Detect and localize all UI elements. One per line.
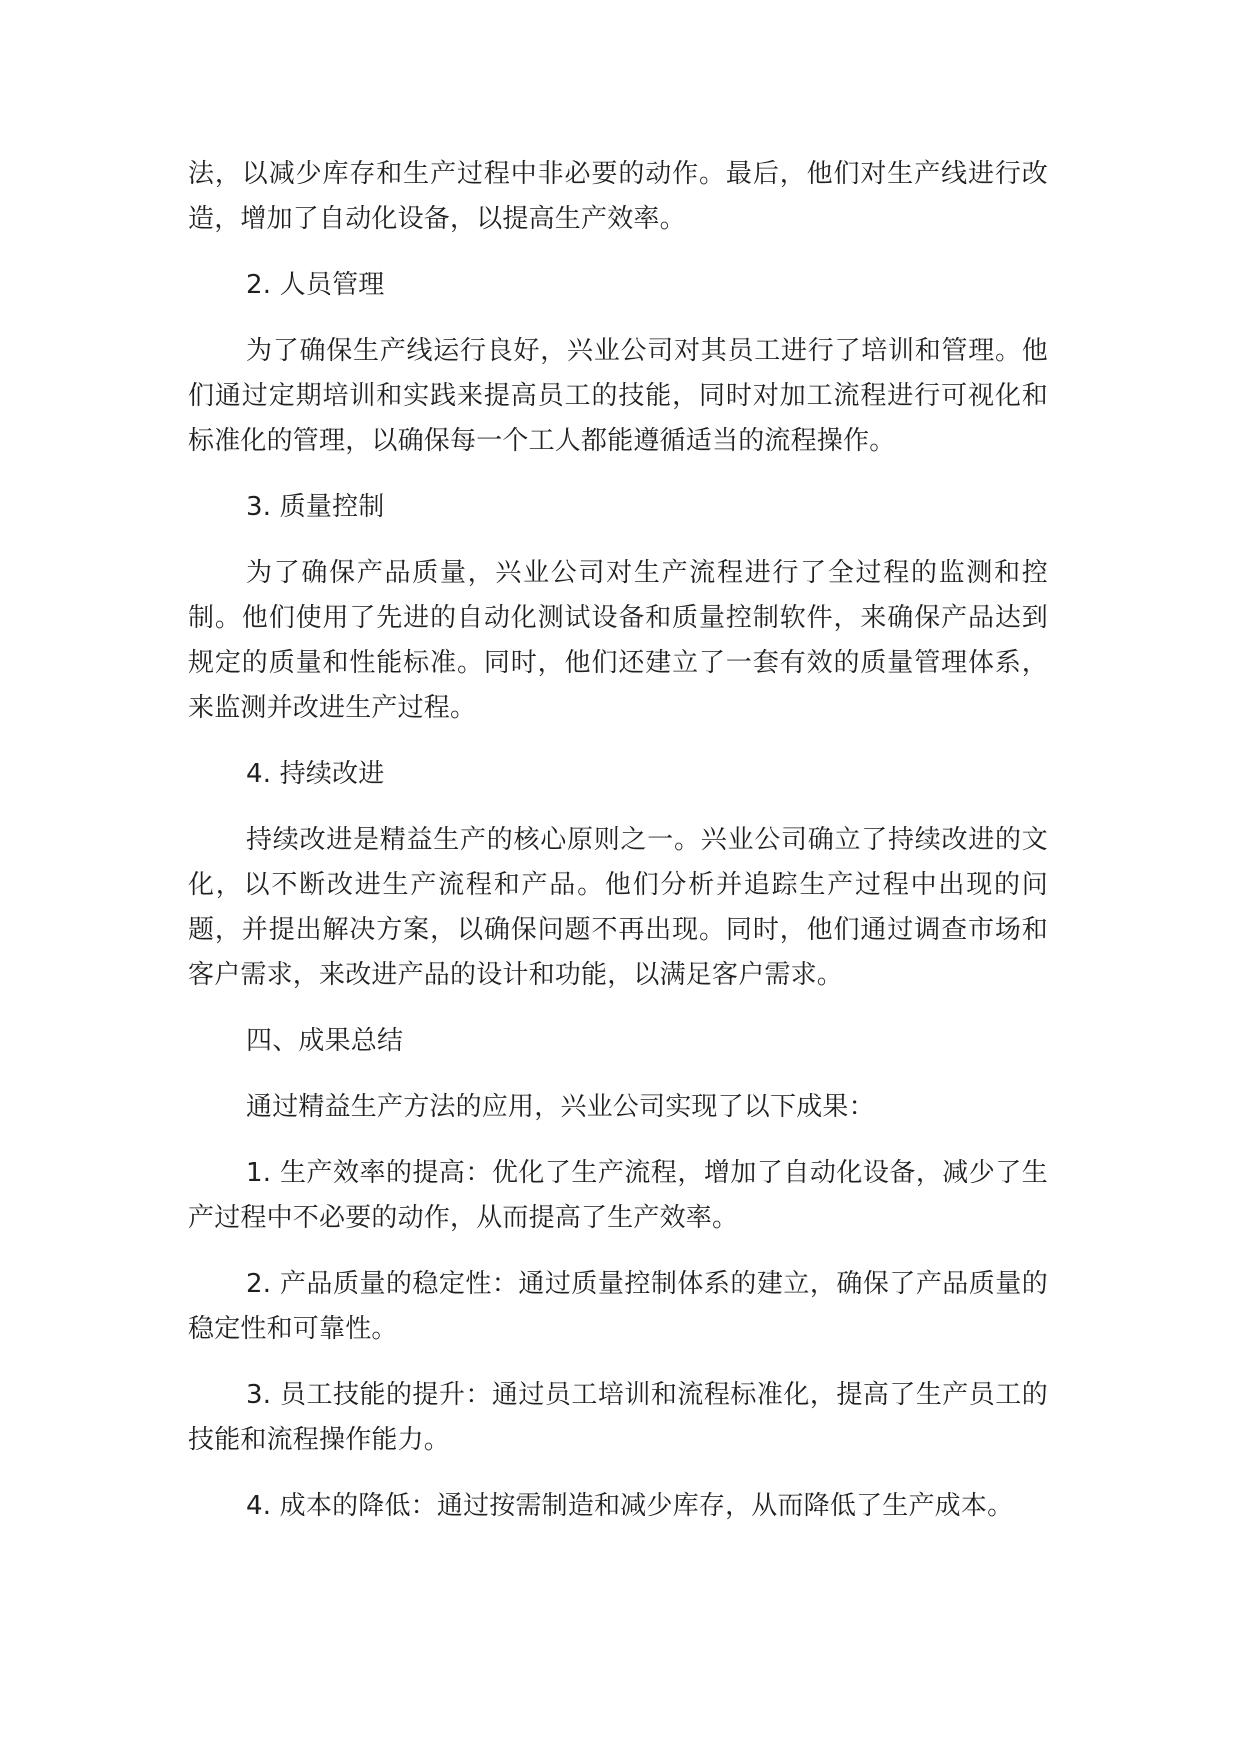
paragraph-results-intro: 通过精益生产方法的应用，兴业公司实现了以下成果： bbox=[246, 1092, 875, 1122]
document-body bbox=[188, 152, 1048, 1550]
paragraph-quality: 为了确保产品质量，兴业公司对生产流程进行了全过程的监测和控制。他们使用了先进的自动化测试设备和质量控制软件，来确保产品达到规定的质量和性能标准。同时，他们还建立了一套有效的质量管理体系，来监测并改进生产过程。 bbox=[188, 558, 1048, 723]
result-item-cost: 4. 成本的降低：通过按需制造和减少库存，从而降低了生产成本。 bbox=[246, 1491, 1014, 1521]
result-item-quality: 2. 产品质量的稳定性：通过质量控制体系的建立，确保了产品质量的稳定性和可靠性。 bbox=[188, 1269, 1048, 1344]
paragraph-personnel: 为了确保生产线运行良好，兴业公司对其员工进行了培训和管理。他们通过定期培训和实践来提高员工的技能，同时对加工流程进行可视化和标准化的管理，以确保每一个工人都能遵循适当的流程操作。 bbox=[188, 336, 1048, 456]
result-item-efficiency: 1. 生产效率的提高：优化了生产流程，增加了自动化设备，减少了生产过程中不必要的动作，从而提高了生产效率。 bbox=[188, 1158, 1048, 1233]
paragraph-continuation: 法，以减少库存和生产过程中非必要的动作。最后，他们对生产线进行改造，增加了自动化设备，以提高生产效率。 bbox=[188, 159, 1048, 234]
section-heading-personnel: 2. 人员管理 bbox=[246, 270, 385, 300]
section-heading-results: 四、成果总结 bbox=[246, 1026, 404, 1056]
section-heading-improvement: 4. 持续改进 bbox=[246, 759, 385, 789]
result-item-skills: 3. 员工技能的提升：通过员工培训和流程标准化，提高了生产员工的技能和流程操作能力。 bbox=[188, 1380, 1048, 1455]
section-heading-quality: 3. 质量控制 bbox=[246, 492, 385, 522]
paragraph-improvement: 持续改进是精益生产的核心原则之一。兴业公司确立了持续改进的文化，以不断改进生产流程和产品。他们分析并追踪生产过程中出现的问题，并提出解决方案，以确保问题不再出现。同时，他们通过调查市场和客户需求，来改进产品的设计和功能，以满足客户需求。 bbox=[188, 825, 1048, 990]
